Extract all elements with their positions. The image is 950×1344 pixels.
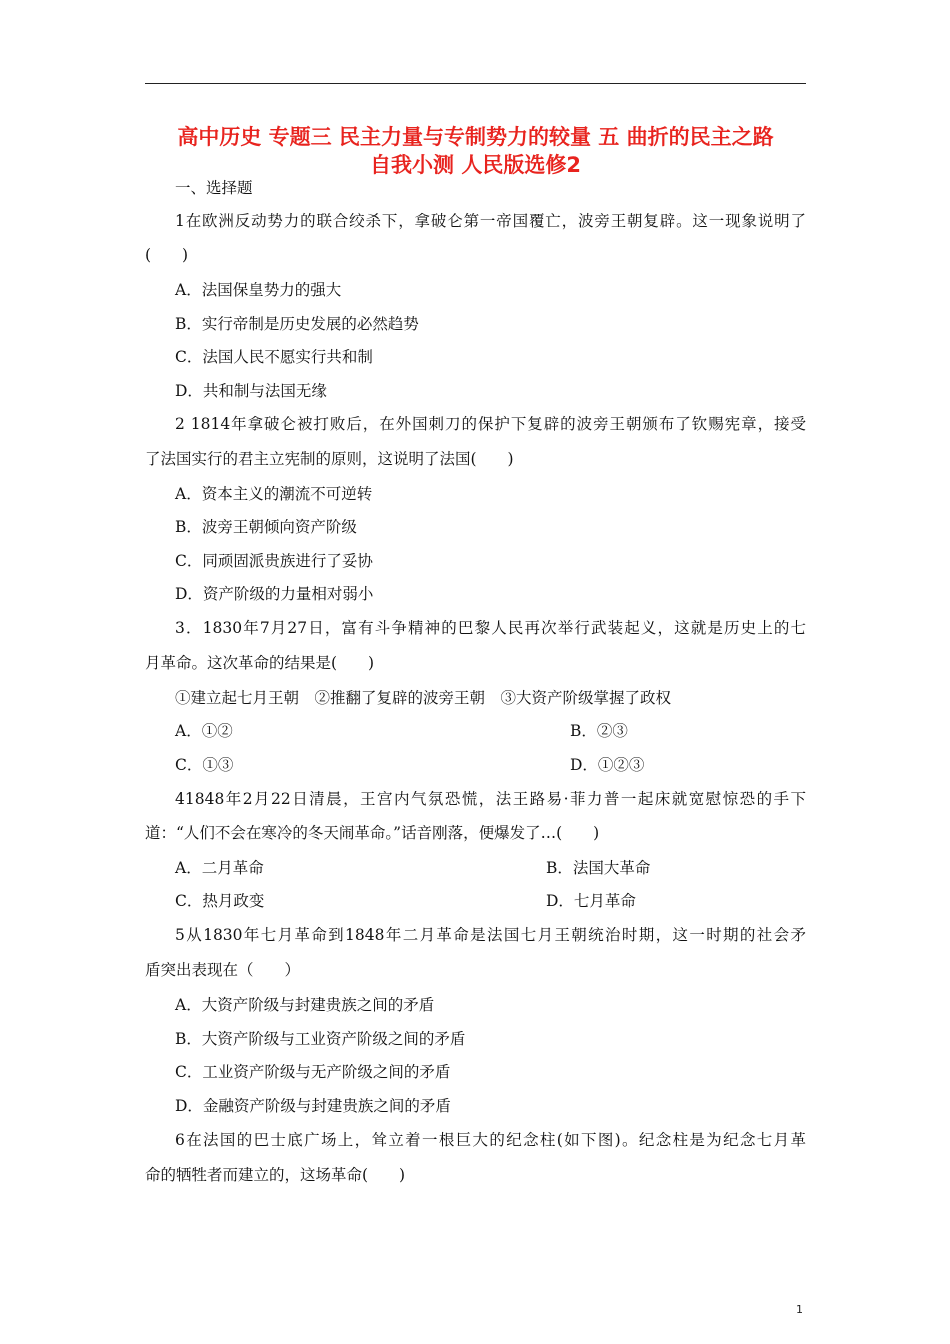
question-2-option-d: D．资产阶级的力量相对弱小 — [175, 585, 374, 603]
section-heading: 一、选择题 — [175, 179, 253, 197]
question-3-stem-cont: 月革命。这次革命的结果是( ) — [145, 654, 375, 672]
question-4-option-a: A．二月革命 — [175, 859, 264, 877]
question-5-stem-cont: 盾突出表现在（ ） — [145, 961, 301, 979]
question-4-option-c: C．热月政变 — [175, 892, 265, 910]
question-3-items: ①建立起七月王朝 ②推翻了复辟的波旁王朝 ③大资产阶级掌握了政权 — [175, 689, 672, 707]
question-2-option-c: C．同顽固派贵族进行了妥协 — [175, 552, 373, 570]
question-1-stem-cont: ( ) — [145, 246, 189, 264]
question-1-option-c: C．法国人民不愿实行共和制 — [175, 348, 373, 366]
question-1-option-a: A．法国保皇势力的强大 — [175, 281, 342, 299]
question-3-option-c: C．①③ — [175, 756, 234, 774]
question-1-stem: 1在欧洲反动势力的联合绞杀下，拿破仑第一帝国覆亡，波旁王朝复辟。这一现象说明了 — [175, 212, 806, 230]
document-title: 高中历史 专题三 民主力量与专制势力的较量 五 曲折的民主之路 — [177, 125, 774, 149]
question-1-option-d: D．共和制与法国无缘 — [175, 382, 327, 400]
question-6-stem: 6在法国的巴士底广场上，耸立着一根巨大的纪念柱(如下图)。纪念柱是为纪念七月革 — [175, 1131, 806, 1149]
question-5-option-b: B．大资产阶级与工业资产阶级之间的矛盾 — [175, 1030, 466, 1048]
question-5-option-d: D．金融资产阶级与封建贵族之间的矛盾 — [175, 1097, 451, 1115]
question-1-option-b: B．实行帝制是历史发展的必然趋势 — [175, 315, 419, 333]
question-3-option-b: B．②③ — [570, 722, 628, 740]
question-4-stem: 41848年2月22日清晨，王宫内气氛恐慌，法王路易·菲力普一起床就宽慰惊恐的手下 — [175, 790, 806, 808]
question-4-option-d: D．七月革命 — [546, 892, 636, 910]
question-5-option-c: C．工业资产阶级与无产阶级之间的矛盾 — [175, 1063, 451, 1081]
question-4-option-b: B．法国大革命 — [546, 859, 651, 877]
header-rule — [145, 83, 806, 84]
question-3-option-d: D．①②③ — [570, 756, 645, 774]
question-2-stem-cont: 了法国实行的君主立宪制的原则，这说明了法国( ) — [145, 450, 514, 468]
question-5-stem: 5从1830年七月革命到1848年二月革命是法国七月王朝统治时期，这一时期的社会矛 — [175, 926, 806, 944]
question-2-option-a: A．资本主义的潮流不可逆转 — [175, 485, 373, 503]
question-2-option-b: B．波旁王朝倾向资产阶级 — [175, 518, 357, 536]
question-6-stem-cont: 命的牺牲者而建立的，这场革命( ) — [145, 1166, 406, 1184]
question-2-stem: 2 1814年拿破仑被打败后，在外国刺刀的保护下复辟的波旁王朝颁布了钦赐宪章，接受 — [175, 415, 806, 433]
page-number: 1 — [796, 1303, 803, 1316]
question-4-stem-cont: 道：“人们不会在寒冷的冬天闹革命。”话音刚落，便爆发了…( ) — [145, 824, 600, 842]
question-3-stem: 3．1830年7月27日，富有斗争精神的巴黎人民再次举行武装起义，这就是历史上的七 — [175, 619, 806, 637]
question-5-option-a: A．大资产阶级与封建贵族之间的矛盾 — [175, 996, 435, 1014]
question-3-option-a: A．①② — [175, 722, 233, 740]
document-subtitle: 自我小测 人民版选修2 — [370, 153, 581, 177]
